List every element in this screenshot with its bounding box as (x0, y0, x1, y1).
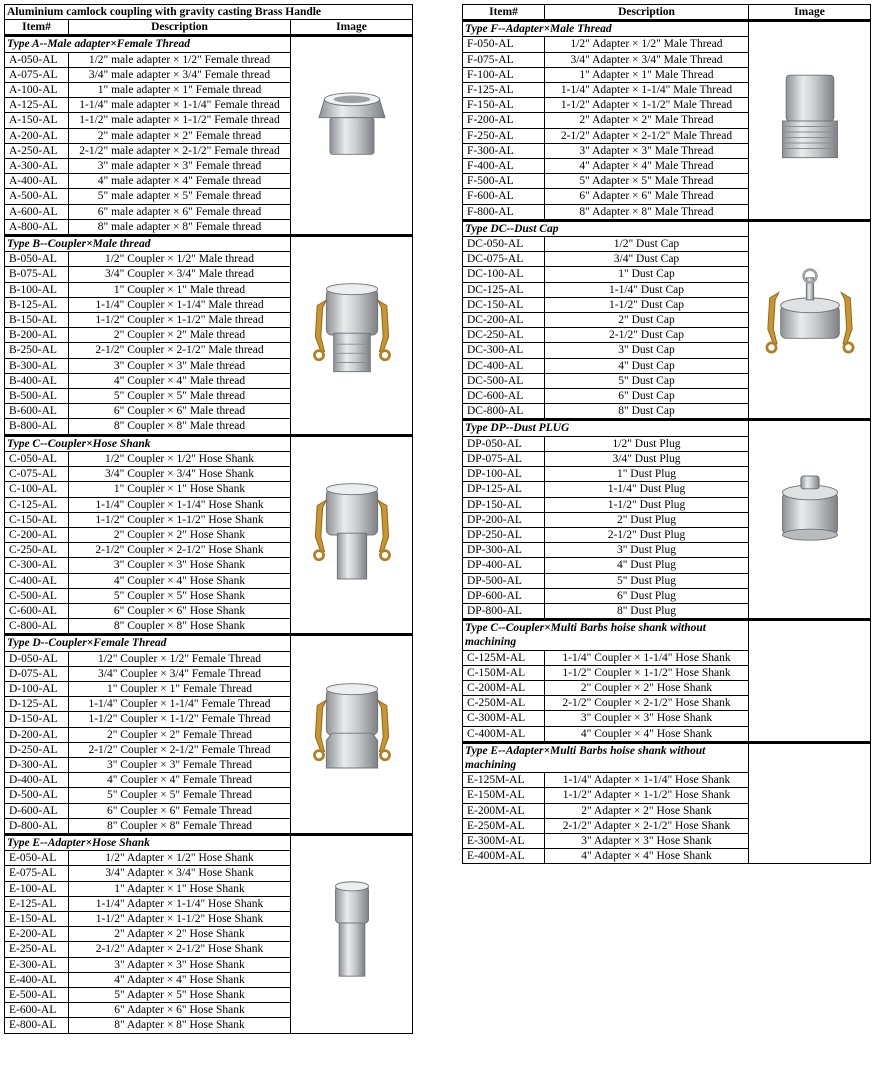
item-description: 4" Coupler × 4" Male thread (69, 373, 291, 388)
item-description: 3/4" Dust Cap (545, 252, 749, 267)
item-number: E-200M-AL (463, 803, 545, 818)
item-description: 6" Coupler × 6" Male thread (69, 404, 291, 419)
item-number: E-125-AL (5, 896, 69, 911)
item-description: 1-1/4" Coupler × 1-1/4" Hose Shank (69, 497, 291, 512)
item-number: C-300-AL (5, 558, 69, 573)
section-title: Type E--Adapter×Multi Barbs hoise shank without machining (463, 742, 749, 772)
coupler-female-thread-icon (297, 676, 407, 794)
section-title-row (5, 435, 413, 451)
item-description: 3/4" male adapter × 3/4" Female thread (69, 67, 291, 82)
item-description: 4" Adapter × 4" Hose Shank (69, 972, 291, 987)
item-number: B-500-AL (5, 389, 69, 404)
item-number: D-150-AL (5, 712, 69, 727)
item-number: DC-200-AL (463, 313, 545, 328)
item-description: 3" Dust Cap (545, 343, 749, 358)
item-number: DC-100-AL (463, 267, 545, 282)
section-title-row (5, 36, 413, 52)
left-catalog-column (4, 4, 412, 1034)
item-number: B-600-AL (5, 404, 69, 419)
item-description: 5" Dust Plug (545, 573, 749, 588)
item-description: 1" Adapter × 1" Male Thread (545, 67, 749, 82)
item-number: C-150-AL (5, 512, 69, 527)
item-description: 8" Coupler × 8" Female Thread (69, 818, 291, 834)
right-catalog-body (463, 5, 871, 864)
item-description: 1" male adapter × 1" Female thread (69, 83, 291, 98)
section-title: Type C--Coupler×Multi Barbs hoise shank without machining (463, 620, 749, 650)
item-number: C-200-AL (5, 527, 69, 542)
product-image-cell (749, 742, 871, 864)
item-description: 1/2" Coupler × 1/2" Hose Shank (69, 451, 291, 466)
item-description: 5" Adapter × 5" Hose Shank (69, 988, 291, 1003)
item-description: 2" Coupler × 2" Hose Shank (69, 527, 291, 542)
product-image-cell (749, 21, 871, 221)
item-description: 3" Coupler × 3" Female Thread (69, 757, 291, 772)
item-number: C-150M-AL (463, 665, 545, 680)
item-number: D-400-AL (5, 773, 69, 788)
item-number: B-800-AL (5, 419, 69, 435)
item-number: DP-500-AL (463, 573, 545, 588)
item-number: E-250M-AL (463, 818, 545, 833)
item-description: 1-1/4" male adapter × 1-1/4" Female thread (69, 98, 291, 113)
item-description: 1/2" Adapter × 1/2" Hose Shank (69, 851, 291, 866)
item-number: DC-150-AL (463, 297, 545, 312)
item-number: D-125-AL (5, 697, 69, 712)
section-title-row (463, 620, 871, 650)
item-description: 1" Dust Cap (545, 267, 749, 282)
item-description: 4" Coupler × 4" Hose Shank (545, 726, 749, 742)
item-description: 5" Coupler × 5" Hose Shank (69, 588, 291, 603)
item-description: 8" Coupler × 8" Hose Shank (69, 619, 291, 635)
item-description: 2-1/2" Coupler × 2-1/2" Male thread (69, 343, 291, 358)
item-number: A-500-AL (5, 189, 69, 204)
item-description: 1/2" Coupler × 1/2" Female Thread (69, 651, 291, 666)
item-number: B-150-AL (5, 313, 69, 328)
left-catalog-body (5, 5, 413, 1034)
item-number: F-125-AL (463, 83, 545, 98)
item-number: C-300M-AL (463, 711, 545, 726)
item-description: 2-1/2" Coupler × 2-1/2" Hose Shank (545, 696, 749, 711)
item-description: 3/4" Adapter × 3/4" Male Thread (545, 52, 749, 67)
adapter-male-thread-icon (755, 62, 865, 180)
item-description: 1-1/4" Adapter × 1-1/4" Hose Shank (69, 896, 291, 911)
item-description: 2" male adapter × 2" Female thread (69, 128, 291, 143)
item-number: E-300-AL (5, 957, 69, 972)
item-description: 1" Dust Plug (545, 467, 749, 482)
section-title: Type D--Coupler×Female Thread (5, 635, 291, 651)
product-image-cell (291, 435, 413, 635)
item-description: 2-1/2" Coupler × 2-1/2" Female Thread (69, 742, 291, 757)
item-number: F-600-AL (463, 189, 545, 204)
item-description: 5" Coupler × 5" Male thread (69, 389, 291, 404)
item-number: A-075-AL (5, 67, 69, 82)
item-description: 3" Adapter × 3" Hose Shank (69, 957, 291, 972)
adapter-hose-shank-icon (297, 875, 407, 993)
item-description: 2-1/2" Coupler × 2-1/2" Hose Shank (69, 543, 291, 558)
section-title: Type B--Coupler×Male thread (5, 236, 291, 252)
item-description: 8" male adapter × 8" Female thread (69, 219, 291, 235)
item-description: 1-1/2" Coupler × 1-1/2" Hose Shank (69, 512, 291, 527)
item-description: 1/2" male adapter × 1/2" Female thread (69, 52, 291, 67)
dust-plug-icon (755, 461, 865, 579)
section-title-row (463, 21, 871, 37)
item-number: DC-125-AL (463, 282, 545, 297)
item-description: 3/4" Adapter × 3/4" Hose Shank (69, 866, 291, 881)
item-number: A-050-AL (5, 52, 69, 67)
item-description: 3" Coupler × 3" Hose Shank (545, 711, 749, 726)
item-number: DC-300-AL (463, 343, 545, 358)
item-number: C-075-AL (5, 467, 69, 482)
item-number: A-300-AL (5, 159, 69, 174)
item-description: 2-1/2" Adapter × 2-1/2" Hose Shank (545, 818, 749, 833)
item-number: C-125-AL (5, 497, 69, 512)
item-description: 1-1/4" Adapter × 1-1/4" Male Thread (545, 83, 749, 98)
item-number: C-600-AL (5, 603, 69, 618)
item-description: 2" Coupler × 2" Female Thread (69, 727, 291, 742)
item-description: 8" Dust Cap (545, 404, 749, 420)
product-image-cell (749, 220, 871, 420)
item-number: E-150M-AL (463, 788, 545, 803)
item-description: 1-1/4" Coupler × 1-1/4" Female Thread (69, 697, 291, 712)
item-description: 3" Coupler × 3" Male thread (69, 358, 291, 373)
item-description: 1-1/2" Adapter × 1-1/2" Hose Shank (69, 911, 291, 926)
header-image: Image (291, 20, 413, 36)
item-description: 6" Coupler × 6" Hose Shank (69, 603, 291, 618)
item-number: DP-050-AL (463, 436, 545, 451)
item-number: D-100-AL (5, 681, 69, 696)
item-description: 1-1/4" Coupler × 1-1/4" Hose Shank (545, 650, 749, 665)
section-title: Type E--Adapter×Hose Shank (5, 834, 291, 850)
item-number: DP-600-AL (463, 588, 545, 603)
item-number: DP-300-AL (463, 543, 545, 558)
item-description: 1-1/4" Dust Cap (545, 282, 749, 297)
item-description: 1" Adapter × 1" Hose Shank (69, 881, 291, 896)
item-description: 2-1/2" Adapter × 2-1/2" Hose Shank (69, 942, 291, 957)
item-number: F-050-AL (463, 37, 545, 52)
item-description: 3/4" Coupler × 3/4" Male thread (69, 267, 291, 282)
item-description: 4" Adapter × 4" Male Thread (545, 159, 749, 174)
item-number: B-050-AL (5, 252, 69, 267)
item-description: 2" Dust Cap (545, 313, 749, 328)
section-title: Type F--Adapter×Male Thread (463, 21, 749, 37)
item-description: 4" Coupler × 4" Female Thread (69, 773, 291, 788)
item-description: 4" male adapter × 4" Female thread (69, 174, 291, 189)
item-description: 3" Adapter × 3" Hose Shank (545, 833, 749, 848)
item-number: E-600-AL (5, 1003, 69, 1018)
caption-row (5, 5, 413, 20)
header-item: Item# (5, 20, 69, 36)
item-description: 5" Adapter × 5" Male Thread (545, 174, 749, 189)
item-number: F-100-AL (463, 67, 545, 82)
item-description: 1-1/2" Dust Cap (545, 297, 749, 312)
item-number: C-250-AL (5, 543, 69, 558)
item-number: F-400-AL (463, 159, 545, 174)
item-description: 2-1/2" Adapter × 2-1/2" Male Thread (545, 128, 749, 143)
header-description: Description (545, 5, 749, 21)
male-adapter-female-thread-icon (297, 77, 407, 195)
item-number: C-125M-AL (463, 650, 545, 665)
section-title-row (463, 220, 871, 236)
dust-cap-icon (755, 261, 865, 379)
item-description: 2" Coupler × 2" Male thread (69, 328, 291, 343)
item-description: 3/4" Coupler × 3/4" Hose Shank (69, 467, 291, 482)
item-number: F-250-AL (463, 128, 545, 143)
item-description: 2-1/2" Dust Cap (545, 328, 749, 343)
section-title: Type DC--Dust Cap (463, 220, 749, 236)
item-number: DP-250-AL (463, 527, 545, 542)
item-number: A-150-AL (5, 113, 69, 128)
item-number: E-500-AL (5, 988, 69, 1003)
item-description: 1-1/2" Dust Plug (545, 497, 749, 512)
header-row (463, 5, 871, 21)
item-description: 1-1/2" Coupler × 1-1/2" Male thread (69, 313, 291, 328)
item-number: E-400M-AL (463, 849, 545, 864)
item-description: 3" Adapter × 3" Male Thread (545, 143, 749, 158)
item-number: D-250-AL (5, 742, 69, 757)
item-description: 4" Adapter × 4" Hose Shank (545, 849, 749, 864)
item-number: A-600-AL (5, 204, 69, 219)
item-description: 1/2" Dust Plug (545, 436, 749, 451)
item-number: DP-200-AL (463, 512, 545, 527)
item-description: 1-1/2" Coupler × 1-1/2" Hose Shank (545, 665, 749, 680)
item-number: D-800-AL (5, 818, 69, 834)
item-number: DC-075-AL (463, 252, 545, 267)
item-description: 2" Dust Plug (545, 512, 749, 527)
product-image-cell (291, 834, 413, 1033)
coupler-hose-shank-icon (297, 476, 407, 594)
item-number: B-100-AL (5, 282, 69, 297)
item-number: F-075-AL (463, 52, 545, 67)
item-description: 1-1/4" Coupler × 1-1/4" Male thread (69, 297, 291, 312)
item-number: F-150-AL (463, 98, 545, 113)
item-number: E-200-AL (5, 927, 69, 942)
product-image-cell (749, 620, 871, 743)
item-description: 4" Dust Plug (545, 558, 749, 573)
item-description: 5" Dust Cap (545, 373, 749, 388)
item-number: B-300-AL (5, 358, 69, 373)
item-number: E-050-AL (5, 851, 69, 866)
item-description: 3/4" Dust Plug (545, 451, 749, 466)
item-number: E-300M-AL (463, 833, 545, 848)
item-number: DC-600-AL (463, 389, 545, 404)
item-description: 1-1/2" male adapter × 1-1/2" Female thread (69, 113, 291, 128)
item-description: 4" Coupler × 4" Hose Shank (69, 573, 291, 588)
item-description: 1-1/4" Dust Plug (545, 482, 749, 497)
item-number: E-250-AL (5, 942, 69, 957)
item-description: 6" Coupler × 6" Female Thread (69, 803, 291, 818)
item-description: 5" Coupler × 5" Female Thread (69, 788, 291, 803)
item-number: C-200M-AL (463, 680, 545, 695)
item-description: 8" Dust Plug (545, 603, 749, 619)
item-number: F-500-AL (463, 174, 545, 189)
item-number: F-200-AL (463, 113, 545, 128)
item-description: 2" Adapter × 2" Male Thread (545, 113, 749, 128)
item-number: A-100-AL (5, 83, 69, 98)
item-number: E-075-AL (5, 866, 69, 881)
item-number: C-250M-AL (463, 696, 545, 711)
item-description: 8" Adapter × 8" Hose Shank (69, 1018, 291, 1033)
item-number: C-100-AL (5, 482, 69, 497)
right-catalog-table (462, 4, 871, 864)
item-description: 2" Coupler × 2" Hose Shank (545, 680, 749, 695)
item-number: A-200-AL (5, 128, 69, 143)
item-number: B-075-AL (5, 267, 69, 282)
item-description: 1/2" Dust Cap (545, 237, 749, 252)
item-number: DP-800-AL (463, 603, 545, 619)
right-catalog-column (462, 4, 870, 864)
item-number: DP-150-AL (463, 497, 545, 512)
item-number: D-300-AL (5, 757, 69, 772)
section-title-row (5, 635, 413, 651)
product-image-cell (291, 36, 413, 236)
item-number: A-250-AL (5, 143, 69, 158)
item-description: 8" Coupler × 8" Male thread (69, 419, 291, 435)
item-number: F-300-AL (463, 143, 545, 158)
item-number: DC-800-AL (463, 404, 545, 420)
item-description: 2" Adapter × 2" Hose Shank (69, 927, 291, 942)
section-title-row (463, 742, 871, 772)
item-description: 2-1/2" Dust Plug (545, 527, 749, 542)
item-number: E-800-AL (5, 1018, 69, 1033)
item-number: DP-075-AL (463, 451, 545, 466)
item-description: 3" Dust Plug (545, 543, 749, 558)
header-description: Description (69, 20, 291, 36)
item-number: E-125M-AL (463, 773, 545, 788)
catalog-caption: Aluminium camlock coupling with gravity casting Brass Handle (5, 5, 413, 20)
item-number: C-400-AL (5, 573, 69, 588)
section-title: Type C--Coupler×Hose Shank (5, 435, 291, 451)
item-number: E-400-AL (5, 972, 69, 987)
item-number: B-200-AL (5, 328, 69, 343)
item-description: 1-1/2" Adapter × 1-1/2" Hose Shank (545, 788, 749, 803)
item-description: 6" Adapter × 6" Hose Shank (69, 1003, 291, 1018)
item-number: DC-500-AL (463, 373, 545, 388)
item-description: 1" Coupler × 1" Male thread (69, 282, 291, 297)
item-description: 2" Adapter × 2" Hose Shank (545, 803, 749, 818)
item-description: 3" male adapter × 3" Female thread (69, 159, 291, 174)
header-row (5, 20, 413, 36)
item-number: DP-400-AL (463, 558, 545, 573)
item-description: 1-1/2" Adapter × 1-1/2" Male Thread (545, 98, 749, 113)
item-description: 1" Coupler × 1" Female Thread (69, 681, 291, 696)
item-number: A-125-AL (5, 98, 69, 113)
item-description: 6" Adapter × 6" Male Thread (545, 189, 749, 204)
item-number: A-400-AL (5, 174, 69, 189)
item-description: 1" Coupler × 1" Hose Shank (69, 482, 291, 497)
item-description: 3" Coupler × 3" Hose Shank (69, 558, 291, 573)
left-catalog-table (4, 4, 413, 1034)
header-image: Image (749, 5, 871, 21)
item-number: DC-400-AL (463, 358, 545, 373)
section-title: Type A--Male adapter×Female Thread (5, 36, 291, 52)
item-description: 6" male adapter × 6" Female thread (69, 204, 291, 219)
item-description: 6" Dust Plug (545, 588, 749, 603)
item-number: D-075-AL (5, 666, 69, 681)
section-title-row (463, 420, 871, 436)
item-number: B-125-AL (5, 297, 69, 312)
item-number: D-600-AL (5, 803, 69, 818)
coupler-male-thread-icon (297, 276, 407, 394)
item-number: E-100-AL (5, 881, 69, 896)
item-number: D-050-AL (5, 651, 69, 666)
item-description: 1/2" Adapter × 1/2" Male Thread (545, 37, 749, 52)
section-title-row (5, 236, 413, 252)
product-image-cell (291, 236, 413, 436)
item-number: DP-125-AL (463, 482, 545, 497)
item-number: DP-100-AL (463, 467, 545, 482)
header-item: Item# (463, 5, 545, 21)
product-image-cell (749, 420, 871, 620)
item-number: DC-250-AL (463, 328, 545, 343)
section-title: Type DP--Dust PLUG (463, 420, 749, 436)
item-number: DC-050-AL (463, 237, 545, 252)
item-number: B-400-AL (5, 373, 69, 388)
item-description: 4" Dust Cap (545, 358, 749, 373)
item-description: 8" Adapter × 8" Male Thread (545, 204, 749, 220)
item-number: E-150-AL (5, 911, 69, 926)
item-description: 5" male adapter × 5" Female thread (69, 189, 291, 204)
section-title-row (5, 834, 413, 850)
item-number: C-500-AL (5, 588, 69, 603)
item-number: C-800-AL (5, 619, 69, 635)
item-description: 3/4" Coupler × 3/4" Female Thread (69, 666, 291, 681)
item-description: 6" Dust Cap (545, 389, 749, 404)
item-number: F-800-AL (463, 204, 545, 220)
item-number: A-800-AL (5, 219, 69, 235)
item-number: C-050-AL (5, 451, 69, 466)
item-description: 1-1/4" Adapter × 1-1/4" Hose Shank (545, 773, 749, 788)
item-number: C-400M-AL (463, 726, 545, 742)
item-number: D-200-AL (5, 727, 69, 742)
product-image-cell (291, 635, 413, 835)
item-number: D-500-AL (5, 788, 69, 803)
item-description: 2-1/2" male adapter × 2-1/2" Female thread (69, 143, 291, 158)
item-number: B-250-AL (5, 343, 69, 358)
item-description: 1/2" Coupler × 1/2" Male thread (69, 252, 291, 267)
item-description: 1-1/2" Coupler × 1-1/2" Female Thread (69, 712, 291, 727)
